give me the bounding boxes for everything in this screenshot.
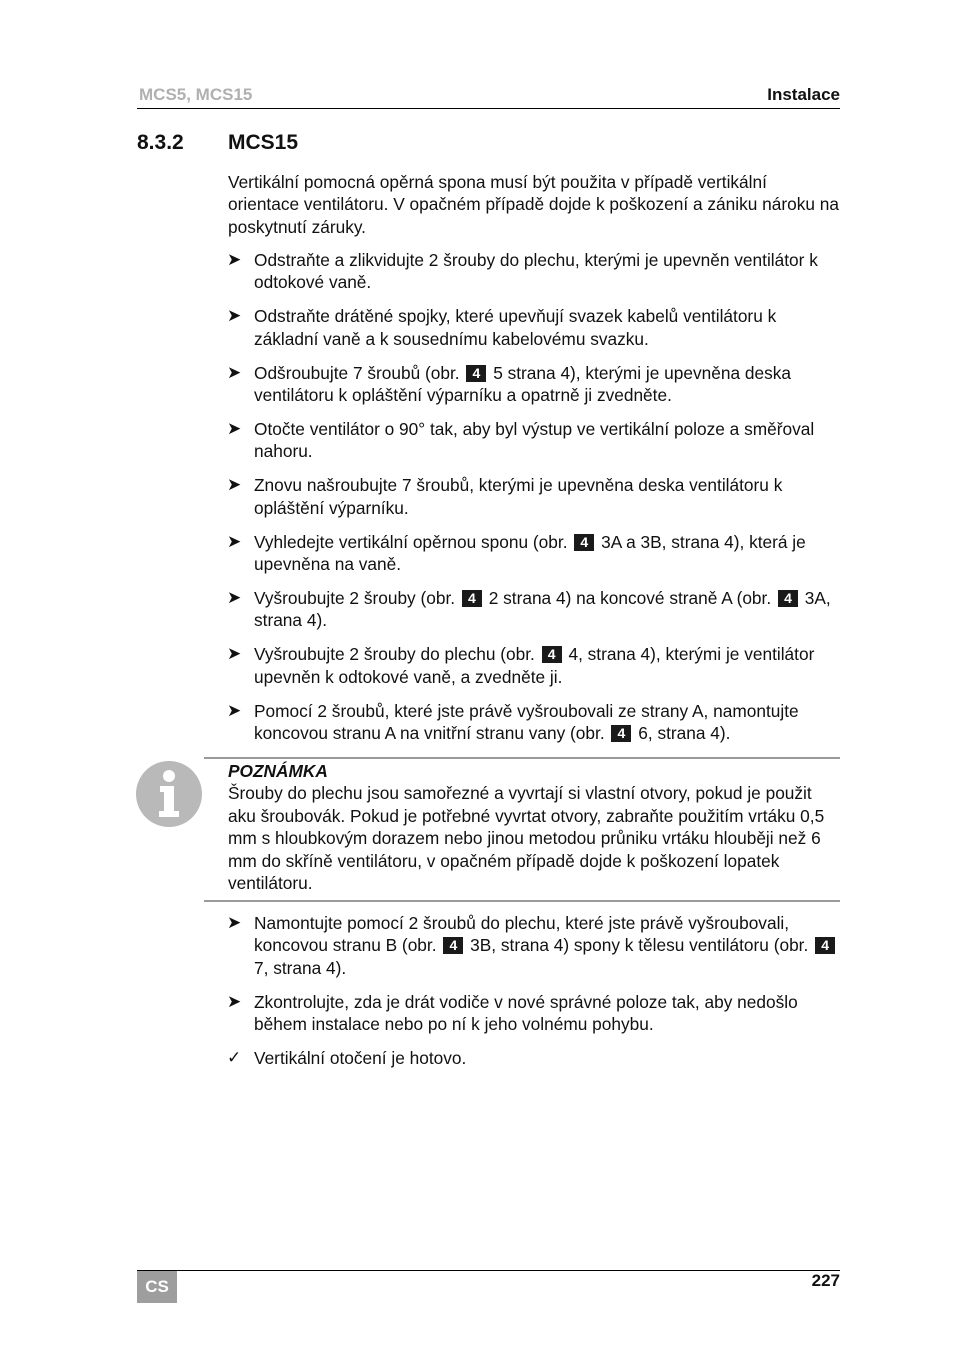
section-number: 8.3.2 (137, 131, 184, 154)
figure-ref-badge: 4 (462, 590, 482, 607)
arrow-icon: ➤ (227, 250, 242, 269)
note-box (228, 760, 842, 894)
arrow-icon: ➤ (227, 418, 242, 438)
figure-ref-badge: 4 (611, 725, 631, 742)
arrow-icon: ➤ (227, 700, 242, 720)
list-item: ➤ Odstraňte a zlikvidujte 2 šrouby do plechu, kterými je upevněn ventilátor k odtokové vaně. (227, 250, 818, 293)
figure-ref-badge: 4 (778, 590, 798, 607)
figure-ref-badge: 4 (815, 937, 835, 954)
steps-list-2 (228, 912, 842, 1081)
arrow-icon: ➤ (227, 306, 242, 326)
page-header (137, 84, 840, 109)
list-item: ➤ Namontujte pomocí 2 šroubů do plechu, které jste právě vyšroubovali, koncovou stranu B (obr. 4 3B, strana 4) spony k tělesu ventilátoru (obr. 4 7, strana 4). (228, 912, 842, 979)
arrow-icon: ➤ (227, 475, 242, 495)
list-item: ➤ Vyhledejte vertikální opěrnou sponu (obr. 4 3A a 3B, strana 4), která je upevněna na vaně. (227, 531, 806, 574)
note-divider-top (204, 757, 840, 759)
page-number: 227 (811, 1271, 840, 1290)
note-text: Šrouby do plechu jsou samořezné a vyvrtají si vlastní otvory, pokud je použit aku šroubovák. Pokud je potřebné vyvrtat otvory, zabraňte použitím vrtáku 0,5 mm s hloubkovým dorazem nebo jinou metodou průniku vrtáku hlouběji než 6 mm do skříně ventilátoru, v opačném případě dojde k poškození lopatek ventilátoru. (228, 783, 825, 894)
result-text: Vertikální otočení je hotovo. (254, 1048, 467, 1069)
list-item: ➤ Vyšroubujte 2 šrouby do plechu (obr. 4 4, strana 4), kterými je ventilátor upevněn k odtokové vaně, a zvedněte ji. (227, 644, 815, 687)
arrow-icon: ➤ (227, 913, 242, 932)
language-badge: CS (137, 1271, 177, 1303)
header-chapter: Instalace (767, 85, 840, 104)
info-icon (136, 761, 202, 827)
list-item: ➤ Odstraňte drátěné spojky, které upevňují svazek kabelů ventilátoru k základní vaně a k sousednímu kabelovému svazku. (227, 306, 777, 349)
arrow-icon: ➤ (227, 531, 242, 551)
list-item: ➤ Otočte ventilátor o 90° tak, aby byl výstup ve vertikální poloze a směřoval nahoru. (227, 418, 815, 462)
note-title: POZNÁMKA (228, 761, 328, 781)
arrow-icon: ➤ (227, 644, 242, 664)
arrow-icon: ➤ (227, 362, 242, 382)
list-item (228, 1047, 842, 1069)
steps-list-1 (228, 249, 842, 756)
section-title: MCS15 (228, 131, 299, 154)
header-product: MCS5, MCS15 (139, 85, 253, 104)
figure-ref-badge: 4 (542, 646, 562, 663)
footer-divider (137, 1270, 840, 1271)
arrow-icon: ➤ (227, 587, 242, 607)
list-item: ➤ Odšroubujte 7 šroubů (obr. 4 5 strana 4), kterými je upevněna deska ventilátoru k opláštění výparníku a opatrně ji zvedněte. (227, 362, 791, 406)
list-item: ➤ Znovu našroubujte 7 šroubů, kterými je upevněna deska ventilátoru k opláštění výparníku. (227, 475, 783, 518)
checkmark-icon: ✓ (227, 1048, 242, 1068)
figure-ref-badge: 4 (574, 534, 594, 551)
figure-ref-badge: 4 (443, 937, 463, 954)
note-divider-bottom (204, 900, 840, 902)
arrow-icon: ➤ (227, 991, 242, 1011)
intro-paragraph: Vertikální pomocná opěrná spona musí být použita v případě vertikální orientace ventilátoru. V opačném případě dojde k poškození a zániku nároku na poskytnutí záruky. (228, 172, 839, 237)
list-item: ➤ Zkontrolujte, zda je drát vodiče v nové správné poloze tak, aby nedošlo během instalace nebo po ní k jeho volnému pohybu. (227, 991, 798, 1035)
list-item: ➤ Vyšroubujte 2 šrouby (obr. 4 2 strana 4) na koncové straně A (obr. 4 3A, strana 4). (227, 587, 831, 631)
figure-ref-badge: 4 (466, 365, 486, 382)
list-item: ➤ Pomocí 2 šroubů, které jste právě vyšroubovali ze strany A, namontujte koncovou stranu A na vnitřní stranu vany (obr. 4 6, strana 4). (227, 700, 799, 743)
